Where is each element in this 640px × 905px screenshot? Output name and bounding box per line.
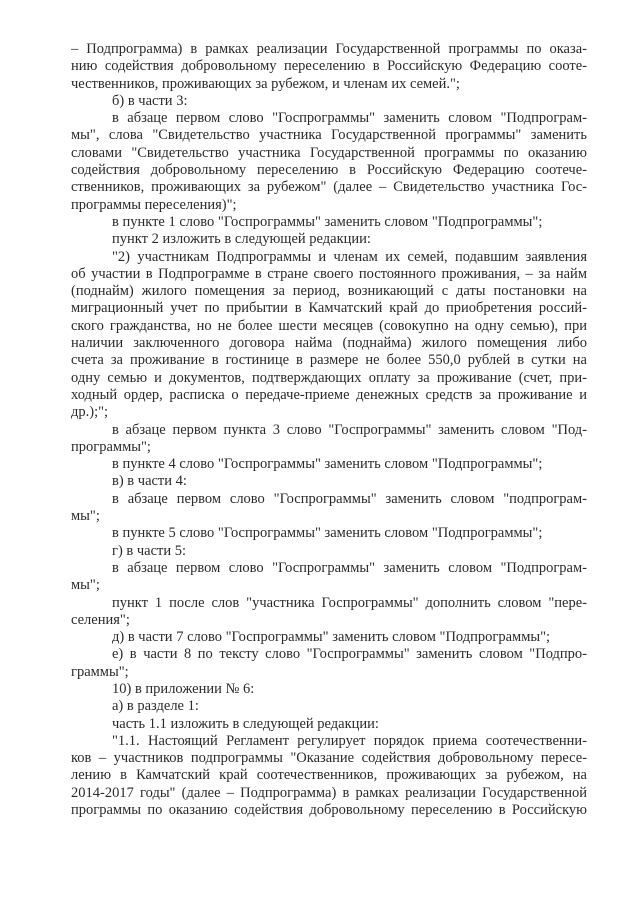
paragraph-e-part8 xyxy=(71,646,587,681)
text-line: в пункте 5 слово "Госпрограммы" заменить словом "Подпрограммы"; xyxy=(112,525,543,542)
text-line: ков – участников подпрограммы "Оказание содействия добровольному пересе- xyxy=(71,750,587,767)
text-line: мы"; xyxy=(71,577,100,594)
text-line: "1.1. Настоящий Регламент регулирует порядок приема соотечественни- xyxy=(112,732,587,749)
text-line: лению в Камчатский край соотечественников, проживающих за рубежом, на xyxy=(71,767,587,784)
text-line: часть 1.1 изложить в следующей редакции: xyxy=(112,715,379,732)
paragraph-g-part5 xyxy=(71,543,587,560)
text-line: б) в части 3: xyxy=(112,92,188,109)
paragraph-quoted-punkt2 xyxy=(71,249,587,422)
paragraph-part5-punkt1 xyxy=(71,595,587,630)
text-line: миграционный учет по прибытии в Камчатский край до приобретения россий- xyxy=(71,300,587,317)
paragraph-part1-1 xyxy=(71,716,587,733)
text-line: д) в части 7 слово "Госпрограммы" заменить словом "Подпрограммы"; xyxy=(112,629,551,646)
text-line: а) в разделе 1: xyxy=(112,698,199,715)
text-line: словами "Свидетельство участника Государственной программы по оказанию xyxy=(71,144,587,161)
text-line: пункт 1 после слов "участника Госпрограммы" дополнить словом "пере- xyxy=(112,594,587,611)
text-line: в абзаце первом пункта 3 слово "Госпрограммы" заменить словом "Под- xyxy=(112,421,587,438)
text-line: в абзаце первом слово "Госпрограммы" заменить словом "Подпрограм- xyxy=(112,559,587,576)
text-line: в абзаце первом слово "Госпрограммы" заменить словом "Подпрограм- xyxy=(112,110,587,127)
text-line: чественников, проживающих за рубежом, и членам их семей."; xyxy=(71,75,460,92)
text-line: счета за проживание в гостинице в размере не более 550,0 рублей в сутки на xyxy=(71,352,587,369)
paragraph-d-part7 xyxy=(71,629,587,646)
paragraph-b-part3 xyxy=(71,93,587,110)
text-line: в пункте 1 слово "Госпрограммы" заменить словом "Подпрограммы"; xyxy=(112,213,543,230)
text-line: нию содействия добровольному переселению в Российскую Федерацию сооте- xyxy=(71,58,587,75)
paragraph-section1 xyxy=(71,698,587,715)
text-line: ходный ордер, расписка о передаче-приеме денежных средств за проживание и xyxy=(71,386,587,403)
text-line: г) в части 5: xyxy=(112,542,187,559)
text-line: в) в части 4: xyxy=(112,473,187,490)
text-line: 2014-2017 годы" (далее – Подпрограмма) в рамках реализации Государственной xyxy=(71,784,587,801)
text-line: е) в части 8 по тексту слово "Госпрограммы" заменить словом "Подпро- xyxy=(112,646,587,663)
paragraph-continuation xyxy=(71,41,587,93)
text-line: программы"; xyxy=(71,438,151,455)
text-line: об участии в Подпрограмме в стране своего постоянного проживания, – за найм xyxy=(71,265,587,282)
text-line: наличии заключенного договора найма (поднайма) жилого помещения либо xyxy=(71,335,587,352)
text-line: мы", слова "Свидетельство участника Государственной программы" заменить xyxy=(71,127,587,144)
text-line: ского гражданства, но не более шести месяцев (совокупно на одну семью), при xyxy=(71,317,587,334)
paragraph-quoted-1-1 xyxy=(71,733,587,819)
text-line: граммы"; xyxy=(71,663,129,680)
paragraph-punkt3 xyxy=(71,422,587,457)
text-line: в абзаце первом слово "Госпрограммы" заменить словом "подпрограм- xyxy=(112,490,587,507)
paragraph-punkt1 xyxy=(71,214,587,231)
paragraph-first-abzac xyxy=(71,110,587,214)
paragraph-punkt2 xyxy=(71,231,587,248)
text-line: 10) в приложении № 6: xyxy=(112,680,255,697)
paragraph-part4-abzac xyxy=(71,491,587,526)
text-line: в пункте 4 слово "Госпрограммы" заменить словом "Подпрограммы"; xyxy=(112,456,543,473)
text-line: селения"; xyxy=(71,611,130,628)
text-line: пункт 2 изложить в следующей редакции: xyxy=(112,231,371,248)
text-line: содействия добровольному переселению в Российскую Федерацию соотече- xyxy=(71,162,587,179)
text-line: (поднайм) жилого помещения за период, возникающий с даты постановки на xyxy=(71,283,587,300)
text-line: мы"; xyxy=(71,508,100,525)
text-line: ственников, проживающих за рубежом" (далее – Свидетельство участника Гос- xyxy=(71,179,587,196)
text-line: одну семью и документов, подтверждающих оплату за проживание (счет, при- xyxy=(71,369,587,386)
paragraph-punkt5 xyxy=(71,525,587,542)
text-line: – Подпрограмма) в рамках реализации Государственной программы по оказа- xyxy=(71,41,587,57)
text-line: "2) участникам Подпрограммы и членам их семей, подавшим заявления xyxy=(112,248,587,265)
text-line: программы переселения)"; xyxy=(71,196,237,213)
text-line: др.);"; xyxy=(71,404,109,421)
paragraph-punkt4 xyxy=(71,456,587,473)
paragraph-part5-abzac xyxy=(71,560,587,595)
paragraph-appendix6 xyxy=(71,681,587,698)
document-page xyxy=(71,41,587,819)
text-line: программы по оказанию содействия добровольному переселению в Российскую xyxy=(71,802,587,819)
paragraph-v-part4 xyxy=(71,473,587,490)
